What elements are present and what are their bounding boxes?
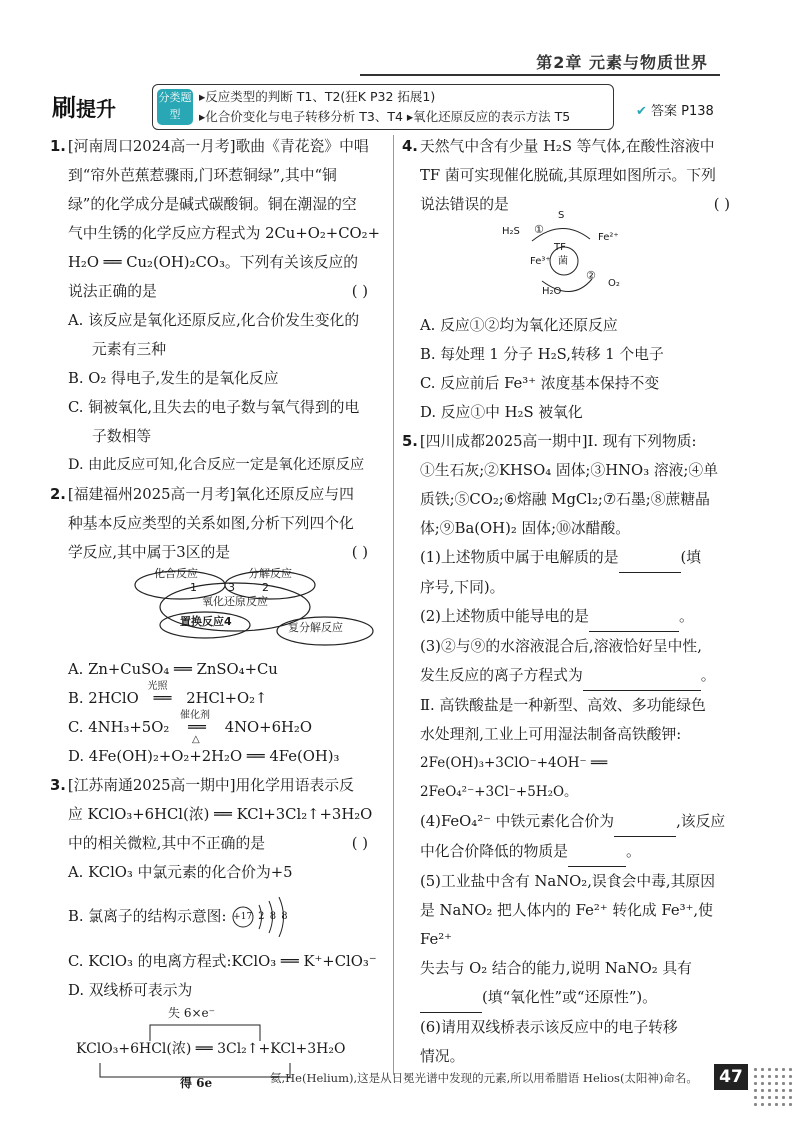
q5-sub4-blank-2[interactable] <box>568 837 626 867</box>
label-h2s: H₂S <box>502 226 520 237</box>
right-column <box>402 132 742 1071</box>
venn-number-2: 2 <box>262 581 269 594</box>
q1-number: 1. <box>50 138 66 155</box>
bridge-gain-label: 得 6e <box>180 1076 213 1090</box>
q5-sub4-mid: ,该反应 <box>676 813 726 830</box>
venn-number-3: 3 <box>228 581 235 594</box>
answer-page: 答案 P138 <box>651 104 714 119</box>
q5-sub5-tail: (填“氧化性”或“还原性”)。 <box>482 989 657 1006</box>
q2-option-b-arrow: 光照 ══ <box>144 684 182 713</box>
q4-option-b[interactable]: B. 每处理 1 分子 H₂S,转移 1 个电子 <box>420 346 664 363</box>
q5-sub2-tail: 。 <box>678 608 694 625</box>
q5-sub1-blank[interactable] <box>619 543 681 573</box>
q2-option-c-left: C. 4NH₃+5O₂ <box>68 719 174 736</box>
venn-double-decomposition: 复分解反应 <box>288 621 343 634</box>
q4-stem-1: 天然气中含有少量 H₂S 等气体,在酸性溶液中 <box>419 138 715 155</box>
q5-sub4-text: (4)FeO₄²⁻ 中铁元素化合价为 <box>420 813 615 830</box>
q3-option-d[interactable]: D. 双线桥可表示为 <box>68 982 193 999</box>
q3-stem-1: [江苏南通2025高一期中]用化学用语表示反 <box>67 777 354 794</box>
q1-option-a-cont: 元素有三种 <box>92 341 166 358</box>
q1-stem-6: 说法正确的是 <box>68 283 157 300</box>
q5-sub3-blank[interactable] <box>583 661 701 691</box>
bridge-equation: KClO₃+6HCl(浓) ══ 3Cl₂↑+KCl+3H₂O <box>76 1041 346 1057</box>
q4-answer-paren[interactable]: ( ) <box>713 196 730 213</box>
logo-char: 刷 <box>52 94 76 122</box>
venn-number-1: 1 <box>190 581 197 594</box>
q5-sub3-cont: 发生反应的离子方程式为 <box>420 667 583 684</box>
q1-option-d[interactable]: D. 由此反应可知,化合反应一定是氧化还原反应 <box>68 457 365 473</box>
header-rule <box>360 74 720 76</box>
label-step2: ② <box>586 269 596 282</box>
q2-option-b-condition: 光照 <box>147 681 168 692</box>
q1-option-c[interactable]: C. 铜被氧化,且失去的电子数与氧气得到的电 <box>68 399 360 416</box>
classify-icon: 分类题型 <box>157 89 193 125</box>
q1-stem-4: 气中生锈的化学反应方程式为 2Cu+O₂+CO₂+ <box>68 225 380 242</box>
section-logo <box>52 88 116 123</box>
q4-option-d[interactable]: D. 反应①中 H₂S 被氧化 <box>420 404 583 421</box>
topic-tag-box <box>152 84 614 130</box>
q2-option-d[interactable]: D. 4Fe(OH)₂+O₂+2H₂O ══ 4Fe(OH)₃ <box>68 748 340 765</box>
q2-option-b-right: 2HCl+O₂↑ <box>181 690 268 707</box>
chapter-title: 第2章 元素与物质世界 <box>536 53 708 72</box>
q1-stem-1: [河南周口2024高一月考]歌曲《青花瓷》中唱 <box>67 138 369 155</box>
q2-number: 2. <box>50 486 66 503</box>
q2-option-b-left: B. 2HClO <box>68 690 144 707</box>
topic-line-2: ▸化合价变化与电子转移分析 T3、T4 ▸氧化还原反应的表示方法 T5 <box>199 109 571 124</box>
q2-option-b[interactable] <box>50 681 380 713</box>
q1-stem-5: H₂O ══ Cu₂(OH)₂CO₃。下列有关该反应的 <box>68 254 359 271</box>
q5-part2-equation: 2Fe(OH)₃+3ClO⁻+4OH⁻ ══ 2FeO₄²⁻+3Cl⁻+5H₂O。 <box>420 755 608 800</box>
q5-sub5-line-2: 是 NaNO₂ 把人体内的 Fe²⁺ 转化成 Fe³⁺,使 Fe²⁺ <box>420 902 713 948</box>
q1-option-a[interactable]: A. 该反应是氧化还原反应,化合价发生变化的 <box>68 312 360 329</box>
q5-sub4-cont: 中化合价降低的物质是 <box>420 843 568 860</box>
check-icon: ✔ <box>636 104 647 119</box>
q4-stem-3: 说法错误的是 <box>420 196 509 213</box>
answer-ref <box>636 100 714 119</box>
q2-option-c-condition-bottom: △ <box>191 734 200 745</box>
label-h2o: H₂O <box>542 286 562 297</box>
q5-part2-line-2: 水处理剂,工业上可用湿法制备高铁酸钾: <box>420 726 682 743</box>
q2-stem-1: [福建福州2025高一月考]氧化还原反应与四 <box>67 486 354 503</box>
q5-sub1-tail: (填 <box>680 549 702 566</box>
page-number: 47 <box>714 1064 748 1090</box>
q5-part2-line-1: Ⅱ. 高铁酸盐是一种新型、高效、多功能绿色 <box>420 697 706 714</box>
q5-sub1-cont: 序号,下同)。 <box>420 579 505 596</box>
q5-line-4: 体;⑨Ba(OH)₂ 固体;⑩冰醋酸。 <box>420 520 631 537</box>
q2-answer-paren[interactable]: ( ) <box>351 544 368 561</box>
atom-core: +17 <box>233 912 253 922</box>
q3-option-b-text: B. 氯离子的结构示意图: <box>68 908 227 925</box>
q5-sub3-text: (3)②与⑨的水溶液混合后,溶液恰好呈中性, <box>420 638 702 655</box>
venn-decomposition: 分解反应 <box>248 567 292 580</box>
label-s: S <box>558 210 565 221</box>
label-tf: TF <box>554 242 566 253</box>
q2-option-c-condition-top: 催化剂 <box>179 710 210 721</box>
q3-stem-2: 应 KClO₃+6HCl(浓) ══ KCl+3Cl₂↑+3H₂O <box>68 806 373 823</box>
q4-option-a[interactable]: A. 反应①②均为氧化还原反应 <box>420 317 618 334</box>
label-step1: ① <box>534 223 544 236</box>
label-fe3: Fe³⁺ <box>530 256 551 267</box>
q2-stem-3: 学反应,其中属于3区的是 <box>68 544 231 561</box>
chloride-ion-diagram <box>231 897 311 937</box>
tf-cycle-diagram <box>502 210 742 311</box>
q1-stem-3: 绿”的化学成分是碱式碳酸铜。铜在潮湿的空 <box>68 196 357 213</box>
logo-text: 提升 <box>76 97 116 121</box>
q5-sub5-line-1: (5)工业盐中含有 NaNO₂,误食会中毒,其原因 <box>420 873 716 890</box>
q5-sub2-text: (2)上述物质中能导电的是 <box>420 608 589 625</box>
q5-line-1: [四川成都2025高一期中]Ⅰ. 现有下列物质: <box>419 433 697 450</box>
q5-number: 5. <box>402 433 418 450</box>
q3-answer-paren[interactable]: ( ) <box>351 835 368 852</box>
q5-sub1-text: (1)上述物质中属于电解质的是 <box>420 549 619 566</box>
q1-answer-paren[interactable]: ( ) <box>351 283 368 300</box>
q3-option-c[interactable]: C. KClO₃ 的电离方程式:KClO₃ ══ K⁺+ClO₃⁻ <box>68 953 377 970</box>
q1-stem-2: 到“帘外芭蕉惹骤雨,门环惹铜绿”,其中“铜 <box>68 167 337 184</box>
q4-number: 4. <box>402 138 418 155</box>
venn-displacement: 置换反应4 <box>180 615 232 628</box>
q1-option-b[interactable]: B. O₂ 得电子,发生的是氧化反应 <box>68 370 279 387</box>
q4-stem-2: TF 菌可实现催化脱硫,其原理如图所示。下列 <box>420 167 716 184</box>
q5-sub6-line-1: (6)请用双线桥表示该反应中的电子转移 <box>420 1019 678 1036</box>
q3-number: 3. <box>50 777 66 794</box>
q5-line-3: 质铁;⑤CO₂;⑥熔融 MgCl₂;⑦石墨;⑧蔗糖晶 <box>420 491 710 508</box>
q5-sub4-tail: 。 <box>625 843 641 860</box>
q5-sub5-blank[interactable] <box>420 983 482 1013</box>
topic-line-1: ▸反应类型的判断 T1、T2(狂K P32 拓展1) <box>199 89 436 104</box>
left-column <box>50 132 380 1090</box>
label-jun: 菌 <box>558 256 568 267</box>
label-fe2: Fe²⁺ <box>598 232 619 243</box>
q2-option-c-right: 4NO+6H₂O <box>219 719 312 736</box>
venn-redox: 氧化还原反应 <box>202 595 268 608</box>
q4-option-c[interactable]: C. 反应前后 Fe³⁺ 浓度基本保持不变 <box>420 375 660 392</box>
q5-sub5-line-3: 失去与 O₂ 结合的能力,说明 NaNO₂ 具有 <box>420 960 692 977</box>
q2-stem-2: 种基本反应类型的关系如图,分析下列四个化 <box>68 515 354 532</box>
bridge-lose-label: 失 6×e⁻ <box>168 1006 215 1020</box>
atom-shells: 2 8 8 <box>258 911 289 922</box>
venn-combination: 化合反应 <box>154 567 198 580</box>
footer-note: 氦,He(Helium),这是从日冕光谱中发现的元素,所以用希腊语 Helios(太阳神)命名。 <box>270 1071 698 1085</box>
q5-sub4-blank-1[interactable] <box>614 807 676 837</box>
q1-option-c-cont: 子数相等 <box>92 428 152 445</box>
q5-sub3-tail: 。 <box>700 667 716 684</box>
q2-option-a[interactable]: A. Zn+CuSO₄ ══ ZnSO₄+Cu <box>68 661 278 678</box>
q3-option-b[interactable] <box>50 895 380 939</box>
decorative-dots <box>752 1066 792 1106</box>
label-o2: O₂ <box>608 278 620 289</box>
q2-venn-diagram <box>70 567 380 649</box>
q5-sub6-line-2: 情况。 <box>420 1048 465 1065</box>
q3-option-a[interactable]: A. KClO₃ 中氯元素的化合价为+5 <box>68 864 293 881</box>
q5-line-2: ①生石灰;②KHSO₄ 固体;③HNO₃ 溶液;④单 <box>420 462 718 479</box>
q5-sub2-blank[interactable] <box>589 602 679 632</box>
cycle-svg <box>502 219 642 311</box>
q2-option-c-arrow: 催化剂 ══ △ <box>174 713 220 742</box>
q2-option-c[interactable] <box>50 710 380 745</box>
q3-stem-3: 中的相关微粒,其中不正确的是 <box>68 835 266 852</box>
